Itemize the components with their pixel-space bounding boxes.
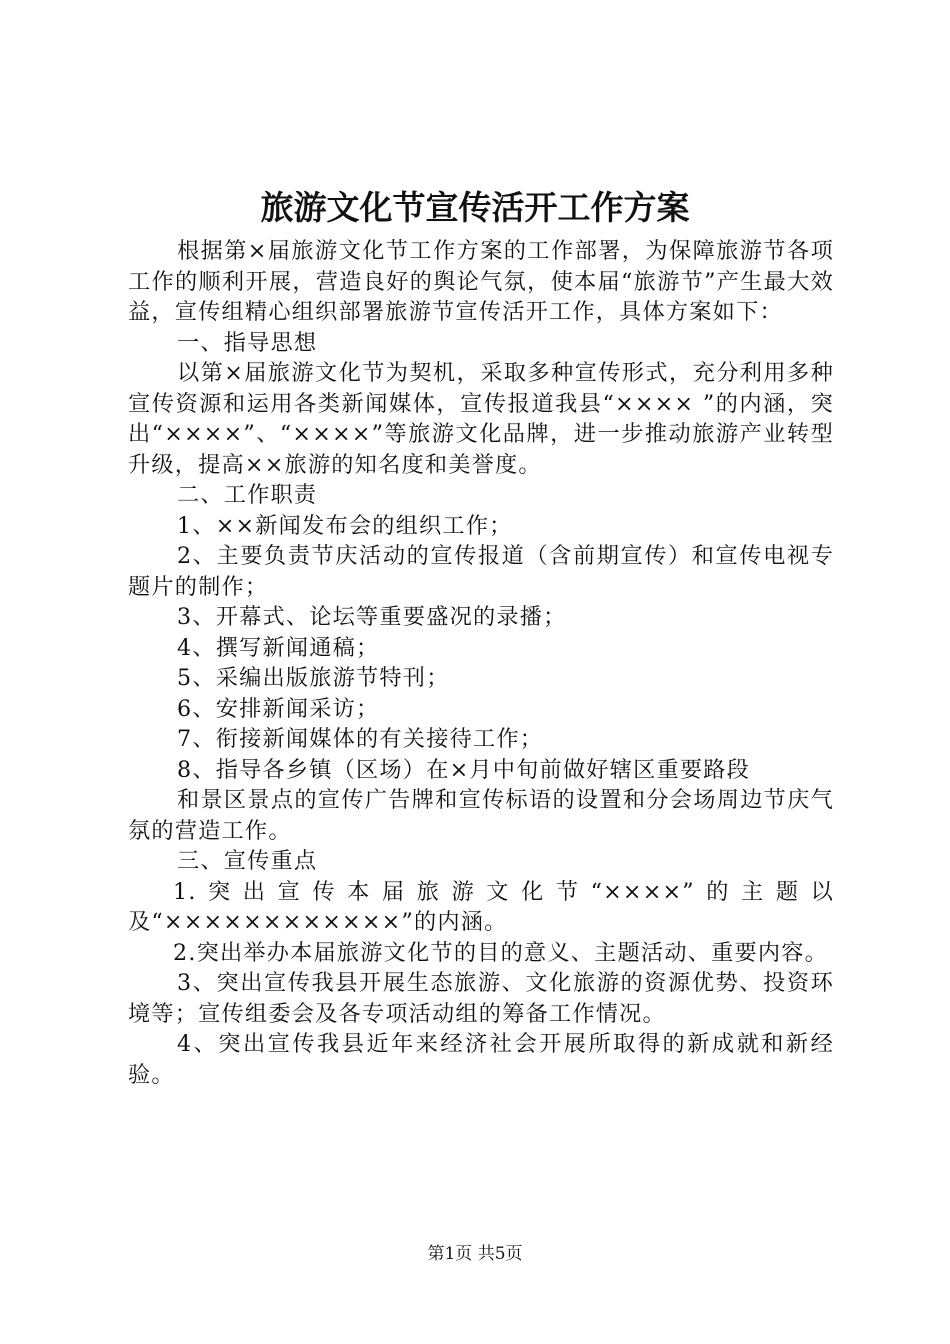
page-footer: 第1页 共5页 bbox=[427, 1244, 523, 1264]
focus-item-1: 1.突出宣传本届旅游文化节“××××”的主题以及“××××××××××××”的内涵。 bbox=[128, 878, 834, 935]
focus-item-4: 4、突出宣传我县近年来经济社会开展所取得的新成就和新经验。 bbox=[128, 1031, 834, 1088]
responsibility-item-5: 5、采编出版旅游节特刊； bbox=[177, 665, 450, 691]
responsibility-item-6: 6、安排新闻采访； bbox=[177, 695, 380, 722]
responsibility-item-2: 2、主要负责节庆活动的宣传报道（含前期宣传）和宣传电视专题片的制作； bbox=[128, 543, 834, 600]
intro-paragraph: 根据第×届旅游文化节工作方案的工作部署，为保障旅游节各项工作的顺利开展，营造良好的舆论气氛，使本届“旅游节”产生最大效益，宣传组精心组织部署旅游节宣传活开工作，具体方案如下： bbox=[128, 238, 834, 325]
guiding-thought-paragraph: 以第×届旅游文化节为契机，采取多种宣传形式，充分利用多种宣传资源和运用各类新闻媒体，宣传报道我县“×××× ”的内涵，突出“××××”、“××××”等旅游文化品牌，进一步推动旅游产业转型升级，提高××旅游的知名度和美誉度。 bbox=[128, 360, 834, 478]
responsibility-item-7: 7、衔接新闻媒体的有关接待工作； bbox=[177, 726, 544, 752]
document-title: 旅游文化节宣传活开工作方案 bbox=[260, 188, 690, 227]
section-heading-guiding-thought: 一、指导思想 bbox=[177, 329, 318, 356]
responsibility-item-8: 8、指导各乡镇（区场）在×月中旬前做好辖区重要路段 bbox=[177, 756, 751, 783]
responsibility-item-3: 3、开幕式、论坛等重要盛况的录播； bbox=[177, 604, 567, 630]
responsibility-item-4: 4、撰写新闻通稿； bbox=[177, 634, 380, 661]
section-heading-publicity-focus: 三、宣传重点 bbox=[177, 848, 318, 874]
section-heading-responsibilities: 二、工作职责 bbox=[177, 482, 318, 508]
focus-item-2: 2.突出举办本届旅游文化节的目的意义、主题活动、重要内容。 bbox=[173, 939, 829, 966]
document-body bbox=[128, 236, 834, 1090]
focus-item-3: 3、突出宣传我县开展生态旅游、文化旅游的资源优势、投资环境等；宣传组委会及各专项活动组的筹备工作情况。 bbox=[128, 970, 834, 1027]
responsibility-item-1: 1、××新闻发布会的组织工作； bbox=[177, 512, 513, 539]
responsibility-item-8-continued: 和景区景点的宣传广告牌和宣传标语的设置和分会场周边节庆气氛的营造工作。 bbox=[128, 787, 834, 844]
